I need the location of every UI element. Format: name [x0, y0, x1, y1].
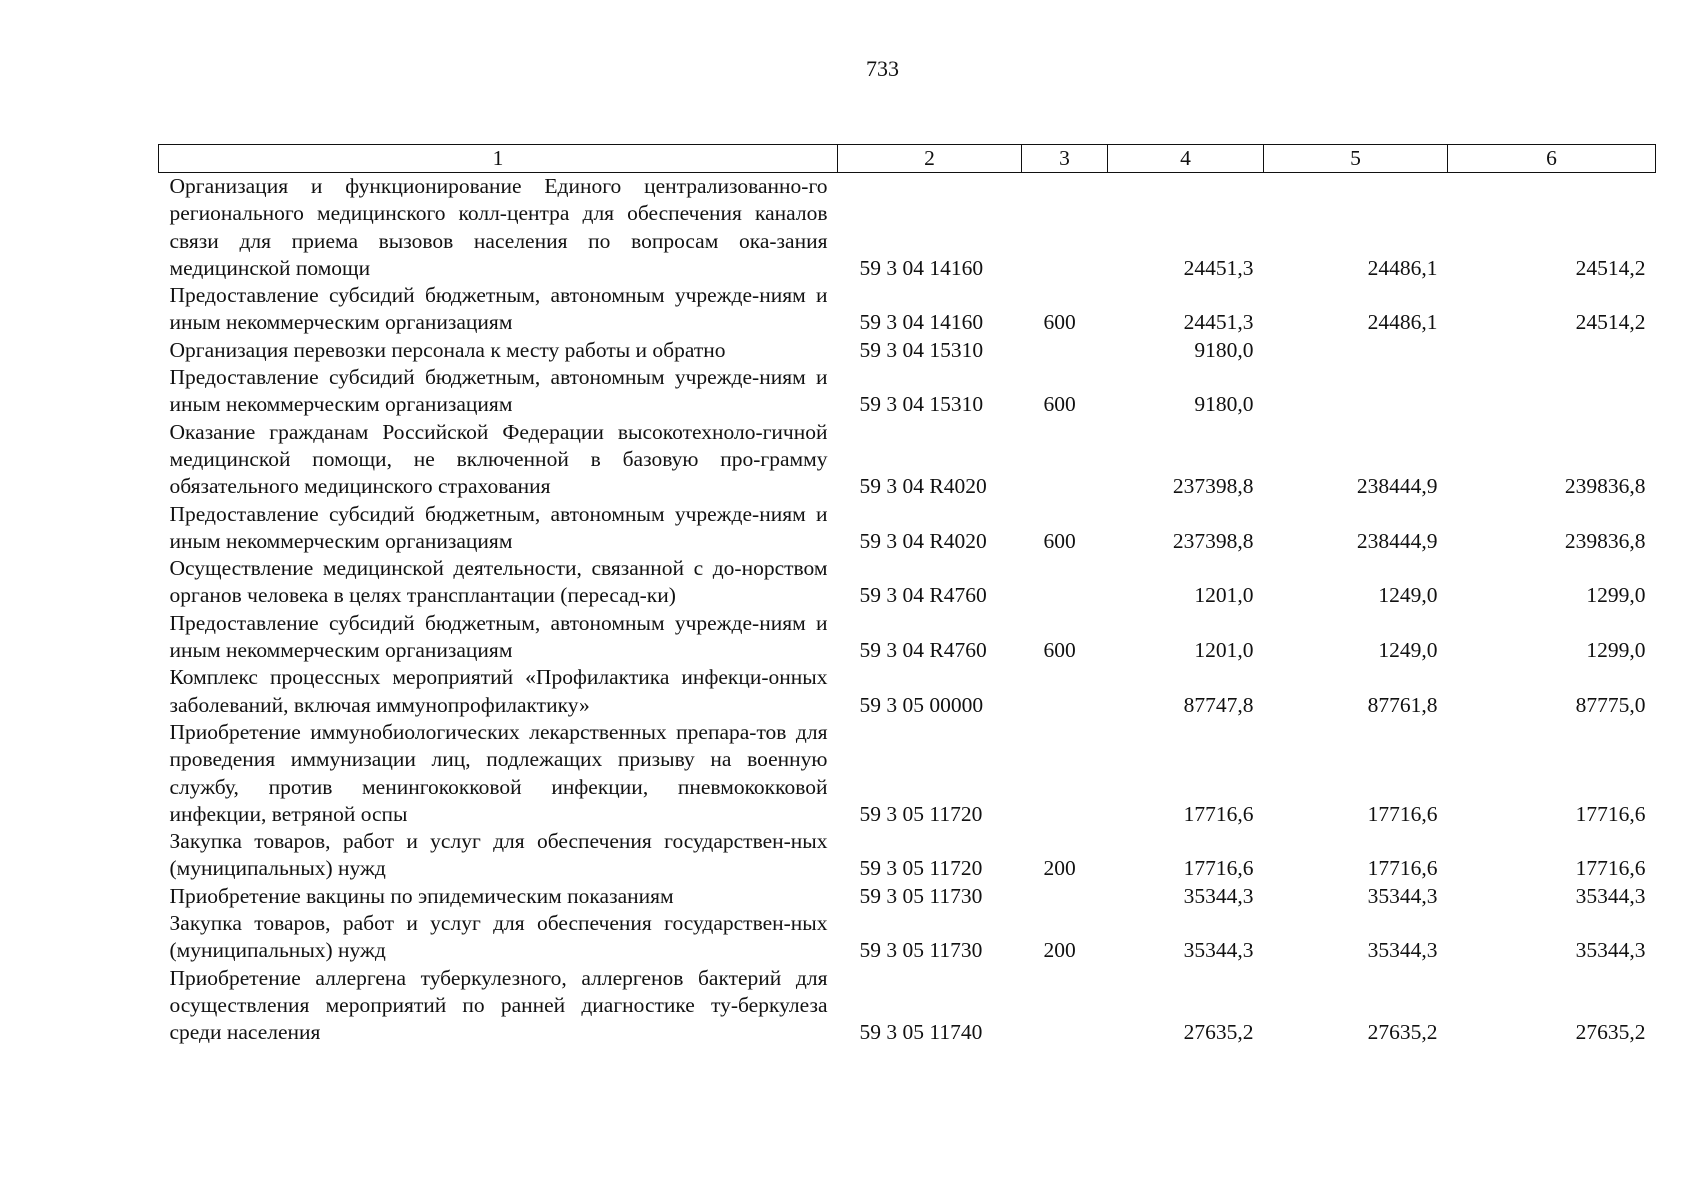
row-value-col5-cell: 24486,1	[1367, 310, 1438, 335]
row-value-col4-cell: 9180,0	[1194, 392, 1254, 417]
row-code-cell: 59 3 04 R4020	[859, 474, 987, 499]
row-value-col6-cell: 27635,2	[1575, 1020, 1646, 1045]
page-number: 733	[866, 56, 899, 81]
row-value-col4-cell: 24451,3	[1183, 255, 1254, 280]
table-row	[159, 910, 1656, 965]
row-value-col4-cell: 17716,6	[1183, 801, 1254, 826]
row-name-cell: Предоставление субсидий бюджетным, автономным учрежде-ниям и иным некоммерческим организациям	[169, 283, 828, 335]
row-code-cell: 59 3 04 15310	[859, 392, 984, 417]
row-value-col5-cell: 87761,8	[1367, 692, 1438, 717]
table-row	[159, 173, 1656, 283]
row-name-cell: Осуществление медицинской деятельности, связанной с до-норством органов человека в целях трансплантации (пересад-ки)	[169, 556, 828, 608]
row-code-cell: 59 3 04 R4760	[859, 583, 987, 608]
row-value-col6-cell: 35344,3	[1575, 883, 1646, 908]
row-name-cell: Закупка товаров, работ и услуг для обеспечения государствен-ных (муниципальных) нужд	[169, 829, 828, 881]
row-expense-type-cell	[1022, 173, 1108, 283]
row-value-col5-cell: 238444,9	[1356, 474, 1438, 499]
row-value-col6-cell: 239836,8	[1564, 528, 1646, 553]
row-expense-type-cell: 600	[1043, 310, 1076, 335]
row-value-col4-cell: 1201,0	[1194, 583, 1254, 608]
row-name-cell: Комплекс процессных мероприятий «Профилактика инфекци-онных заболеваний, включая иммунопрофилактику»	[169, 665, 828, 717]
row-code-cell: 59 3 04 R4020	[859, 528, 987, 553]
row-value-col5-cell: 35344,3	[1367, 883, 1438, 908]
row-code-cell: 59 3 05 11730	[859, 883, 983, 908]
row-expense-type-cell: 600	[1043, 392, 1076, 417]
table-body	[159, 173, 1656, 1047]
column-header-1: 1	[159, 145, 838, 173]
row-value-col4-cell: 35344,3	[1183, 883, 1254, 908]
table-row	[159, 419, 1656, 501]
row-value-col4-cell: 24451,3	[1183, 310, 1254, 335]
row-expense-type-cell	[1022, 965, 1108, 1047]
row-code-cell: 59 3 04 14160	[859, 310, 984, 335]
row-name-cell: Предоставление субсидий бюджетным, автономным учрежде-ниям и иным некоммерческим организациям	[169, 610, 828, 663]
row-expense-type-cell: 200	[1043, 856, 1076, 881]
row-name-cell: Закупка товаров, работ и услуг для обеспечения государствен-ных (муниципальных) нужд	[169, 911, 828, 963]
row-code-cell: 59 3 04 R4760	[859, 638, 987, 663]
row-name-cell: Приобретение иммунобиологических лекарственных препара-тов для проведения иммунизации лиц, подлежащих призыву на военную службу, против менингококковой инфекции, пневмококковой инфекции, ветряной оспы	[169, 719, 828, 826]
row-value-col5-cell: 27635,2	[1367, 1020, 1438, 1045]
row-code-cell: 59 3 04 14160	[859, 255, 984, 280]
row-value-col4-cell: 27635,2	[1183, 1020, 1254, 1045]
row-code-cell: 59 3 05 11720	[859, 801, 983, 826]
table-row	[159, 610, 1656, 665]
row-value-col6-cell	[1448, 337, 1656, 364]
row-value-col4-cell: 87747,8	[1183, 692, 1254, 717]
table-row	[159, 501, 1656, 556]
row-value-col6-cell: 24514,2	[1575, 255, 1646, 280]
row-value-col5-cell: 1249,0	[1378, 583, 1438, 608]
row-value-col5-cell: 1249,0	[1378, 638, 1438, 663]
table-row	[159, 555, 1656, 610]
row-value-col4-cell: 35344,3	[1183, 938, 1254, 963]
row-value-col6-cell: 24514,2	[1575, 310, 1646, 335]
row-expense-type-cell: 600	[1043, 638, 1076, 663]
row-value-col5-cell: 35344,3	[1367, 938, 1438, 963]
row-value-col6-cell: 35344,3	[1575, 938, 1646, 963]
table-header	[159, 145, 1656, 173]
row-code-cell: 59 3 05 11720	[859, 856, 983, 881]
row-value-col6-cell: 1299,0	[1586, 583, 1646, 608]
table-row	[159, 364, 1656, 419]
row-value-col4-cell: 9180,0	[1194, 337, 1254, 362]
row-expense-type-cell: 200	[1043, 938, 1076, 963]
row-expense-type-cell	[1022, 337, 1108, 364]
table-row	[159, 828, 1656, 883]
row-name-cell: Оказание гражданам Российской Федерации высокотехноло-гичной медицинской помощи, не включенной в базовую про-грамму обязательного медицинского страхования	[169, 419, 828, 499]
row-value-col6-cell: 17716,6	[1575, 801, 1646, 826]
table-row	[159, 337, 1656, 364]
row-value-col6-cell: 1299,0	[1586, 638, 1646, 663]
row-value-col5-cell	[1264, 337, 1448, 364]
column-header-4: 4	[1108, 145, 1264, 173]
row-value-col5-cell	[1264, 364, 1448, 419]
row-code-cell: 59 3 05 00000	[859, 692, 984, 717]
row-name-cell: Предоставление субсидий бюджетным, автономным учрежде-ниям и иным некоммерческим организациям	[169, 501, 828, 553]
row-expense-type-cell: 600	[1043, 528, 1076, 553]
row-name-cell: Организация перевозки персонала к месту работы и обратно	[169, 337, 726, 362]
row-name-cell: Приобретение вакцины по эпидемическим показаниям	[169, 883, 674, 908]
row-value-col6-cell: 87775,0	[1575, 692, 1646, 717]
row-value-col4-cell: 1201,0	[1194, 638, 1254, 663]
column-header-3: 3	[1022, 145, 1108, 173]
row-expense-type-cell	[1022, 719, 1108, 828]
table-row	[159, 883, 1656, 910]
table-row	[159, 965, 1656, 1047]
row-value-col6-cell: 239836,8	[1564, 474, 1646, 499]
row-name-cell: Приобретение аллергена туберкулезного, аллергенов бактерий для осуществления мероприятий по ранней диагностике ту-беркулеза среди населения	[169, 965, 828, 1045]
row-code-cell: 59 3 04 15310	[859, 337, 984, 362]
row-code-cell: 59 3 05 11730	[859, 938, 983, 963]
budget-table	[158, 144, 1656, 1047]
row-expense-type-cell	[1022, 419, 1108, 501]
table-row	[159, 664, 1656, 719]
row-value-col4-cell: 237398,8	[1172, 474, 1254, 499]
column-header-6: 6	[1448, 145, 1656, 173]
row-value-col6-cell: 17716,6	[1575, 856, 1646, 881]
row-name-cell: Предоставление субсидий бюджетным, автономным учрежде-ниям и иным некоммерческим организациям	[169, 365, 828, 417]
row-value-col6-cell	[1448, 364, 1656, 419]
row-value-col4-cell: 237398,8	[1172, 528, 1254, 553]
column-header-2: 2	[838, 145, 1022, 173]
table-row	[159, 282, 1656, 337]
row-code-cell: 59 3 05 11740	[859, 1020, 983, 1045]
column-header-5: 5	[1264, 145, 1448, 173]
row-value-col5-cell: 17716,6	[1367, 801, 1438, 826]
row-value-col5-cell: 238444,9	[1356, 528, 1438, 553]
row-expense-type-cell	[1022, 883, 1108, 910]
row-value-col4-cell: 17716,6	[1183, 856, 1254, 881]
table-row	[159, 719, 1656, 828]
row-value-col5-cell: 17716,6	[1367, 856, 1438, 881]
row-expense-type-cell	[1022, 555, 1108, 610]
row-value-col5-cell: 24486,1	[1367, 255, 1438, 280]
row-expense-type-cell	[1022, 664, 1108, 719]
row-name-cell: Организация и функционирование Единого централизованно-го регионального медицинского колл-центра для обеспечения каналов связи для приема вызовов населения по вопросам ока-зания медицинской помощи	[169, 174, 828, 280]
